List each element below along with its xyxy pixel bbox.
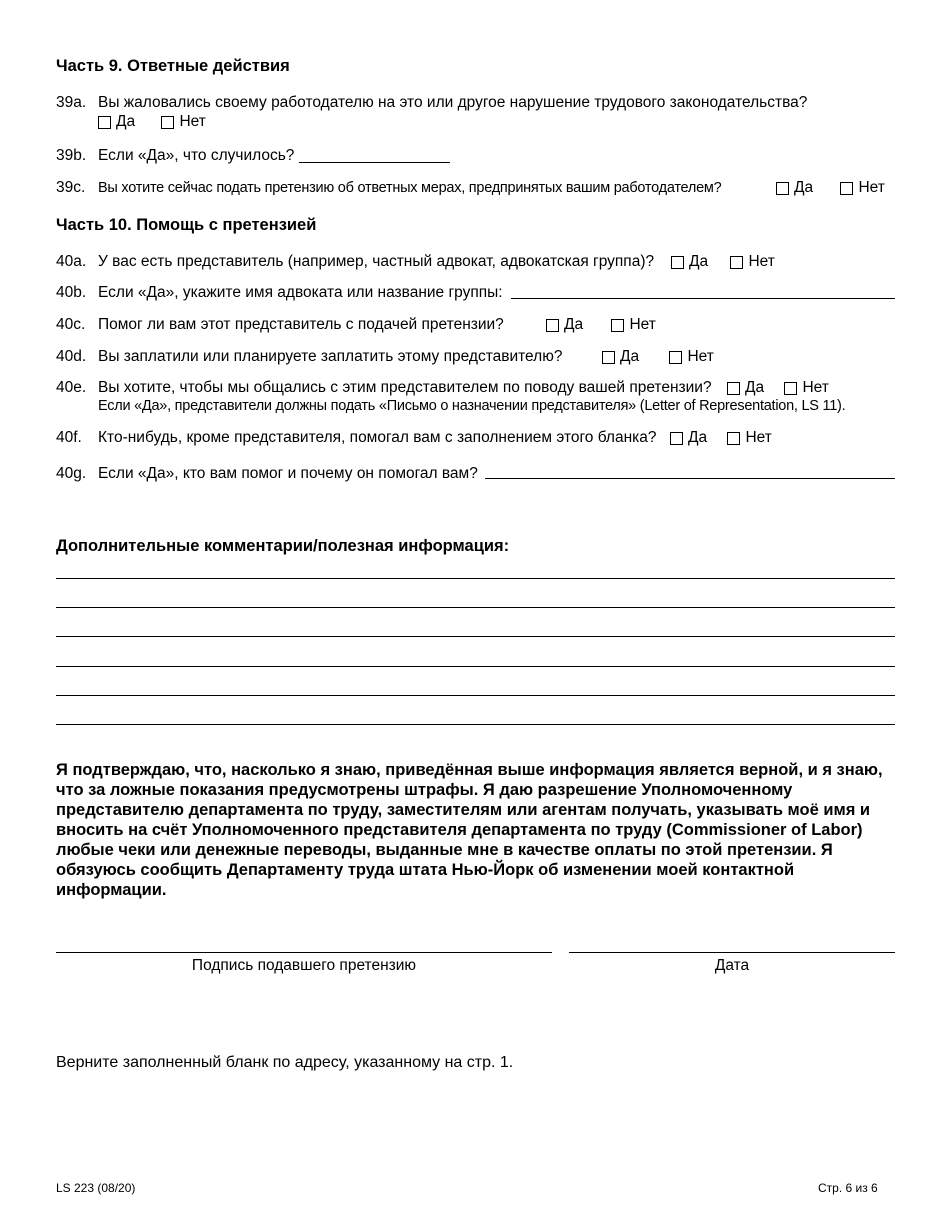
page-number: Стр. 6 из 6 xyxy=(818,1181,878,1195)
comment-line[interactable] xyxy=(56,636,895,637)
q40f-number: 40f. xyxy=(56,429,82,446)
q40a-text: У вас есть представитель (например, частный адвокат, адвокатская группа)? xyxy=(98,253,655,270)
checkbox[interactable] xyxy=(602,351,615,364)
q40e-text: Вы хотите, чтобы мы общались с этим представителем по поводу вашей претензии? xyxy=(98,379,712,396)
q39c-no-option[interactable] xyxy=(840,179,884,197)
q40b-text: Если «Да», укажите имя адвоката или название группы: xyxy=(98,284,503,301)
q40d-no-option[interactable] xyxy=(669,348,713,366)
q40e-note: Если «Да», представители должны подать «Письмо о назначении представителя» (Letter of Representation, LS 11). xyxy=(98,398,846,414)
part10-heading: Часть 10. Помощь с претензией xyxy=(56,216,317,234)
checkbox[interactable] xyxy=(669,351,682,364)
q40c-text: Помог ли вам этот представитель с подачей претензии? xyxy=(98,316,504,333)
checkbox[interactable] xyxy=(161,116,174,129)
q40e-number: 40e. xyxy=(56,379,87,396)
q39b-number: 39b. xyxy=(56,147,87,164)
no-label: Нет xyxy=(687,348,714,365)
yes-label: Да xyxy=(688,429,708,446)
checkbox[interactable] xyxy=(98,116,111,129)
date-line[interactable] xyxy=(569,952,895,953)
yes-label: Да xyxy=(794,179,814,196)
q40g-text: Если «Да», кто вам помог и почему он помогал вам? xyxy=(98,465,478,482)
checkbox[interactable] xyxy=(670,432,683,445)
q40g-answer-line[interactable] xyxy=(485,478,895,479)
q39b-text: Если «Да», что случилось? xyxy=(98,147,295,164)
yes-label: Да xyxy=(564,316,584,333)
comment-line[interactable] xyxy=(56,666,895,667)
yes-label: Да xyxy=(689,253,709,270)
q39a-text: Вы жаловались своему работодателю на это или другое нарушение трудового законодательства? xyxy=(98,94,808,111)
q39c-text: Вы хотите сейчас подать претензию об ответных мерах, предпринятых вашим работодателем? xyxy=(98,180,722,196)
checkbox[interactable] xyxy=(840,182,853,195)
q40f-no-option[interactable] xyxy=(727,429,771,447)
q40d-number: 40d. xyxy=(56,348,87,365)
q40f-options xyxy=(670,429,772,450)
checkbox[interactable] xyxy=(671,256,684,269)
no-label: Нет xyxy=(802,379,829,396)
checkbox[interactable] xyxy=(730,256,743,269)
q40c-yes-option[interactable] xyxy=(546,316,583,334)
q39a-options xyxy=(98,113,206,134)
return-note: Верните заполненный бланк по адресу, указанному на стр. 1. xyxy=(56,1054,514,1071)
q40f-yes-option[interactable] xyxy=(670,429,707,447)
q40b-answer-line[interactable] xyxy=(511,298,895,299)
no-label: Нет xyxy=(629,316,656,333)
certification-statement: Я подтверждаю, что, насколько я знаю, приведённая выше информация является верной, и я знаю, что за ложные показания предусмотрены штрафы. Я даю разрешение Уполномоченному представителю департамента по труду, заместителям или агентам получать, указывать моё имя и вносить на счёт Уполномоченного представителя департамента по труду (Commissioner of Labor) любые чеки или денежные переводы, выданные мне в качестве оплаты по этой претензии. Я обязуюсь сообщить Департаменту труда штата Нью-Йорк об изменении моей контактной информации. xyxy=(56,761,883,899)
q39c-yes-option[interactable] xyxy=(776,179,813,197)
q40d-options xyxy=(602,348,714,369)
q40a-no-option[interactable] xyxy=(730,253,774,271)
checkbox[interactable] xyxy=(727,432,740,445)
q39c-options xyxy=(776,179,885,200)
no-label: Нет xyxy=(858,179,885,196)
q40d-text: Вы заплатили или планируете заплатить этому представителю? xyxy=(98,348,563,365)
signature-label: Подпись подавшего претензию xyxy=(191,957,417,974)
date-label: Дата xyxy=(714,957,750,974)
q40e-options xyxy=(727,379,829,400)
q40g-number: 40g. xyxy=(56,465,87,482)
q40d-yes-option[interactable] xyxy=(602,348,639,366)
checkbox[interactable] xyxy=(727,382,740,395)
checkbox[interactable] xyxy=(784,382,797,395)
comment-line[interactable] xyxy=(56,724,895,725)
q40c-number: 40c. xyxy=(56,316,86,333)
yes-label: Да xyxy=(620,348,640,365)
comment-line[interactable] xyxy=(56,578,895,579)
part9-heading: Часть 9. Ответные действия xyxy=(56,57,290,75)
comments-heading: Дополнительные комментарии/полезная информация: xyxy=(56,537,510,555)
q40e-yes-option[interactable] xyxy=(727,379,764,397)
no-label: Нет xyxy=(179,113,206,130)
form-id: LS 223 (08/20) xyxy=(56,1181,136,1195)
yes-label: Да xyxy=(116,113,136,130)
comment-line[interactable] xyxy=(56,607,895,608)
q39a-no-option[interactable] xyxy=(161,113,205,131)
q40a-yes-option[interactable] xyxy=(671,253,708,271)
no-label: Нет xyxy=(748,253,775,270)
q40f-text: Кто-нибудь, кроме представителя, помогал вам с заполнением этого бланка? xyxy=(98,429,657,446)
no-label: Нет xyxy=(745,429,772,446)
q39a-number: 39a. xyxy=(56,94,87,111)
signature-line[interactable] xyxy=(56,952,552,953)
q40a-options xyxy=(671,253,775,274)
q39b-answer-line[interactable] xyxy=(299,162,450,163)
yes-label: Да xyxy=(745,379,765,396)
q39a-yes-option[interactable] xyxy=(98,113,135,131)
checkbox[interactable] xyxy=(546,319,559,332)
q40b-number: 40b. xyxy=(56,284,87,301)
comment-line[interactable] xyxy=(56,695,895,696)
checkbox[interactable] xyxy=(776,182,789,195)
checkbox[interactable] xyxy=(611,319,624,332)
q40c-no-option[interactable] xyxy=(611,316,655,334)
q40e-no-option[interactable] xyxy=(784,379,828,397)
q40c-options xyxy=(546,316,656,337)
q40a-number: 40a. xyxy=(56,253,87,270)
q39c-number: 39c. xyxy=(56,179,86,196)
